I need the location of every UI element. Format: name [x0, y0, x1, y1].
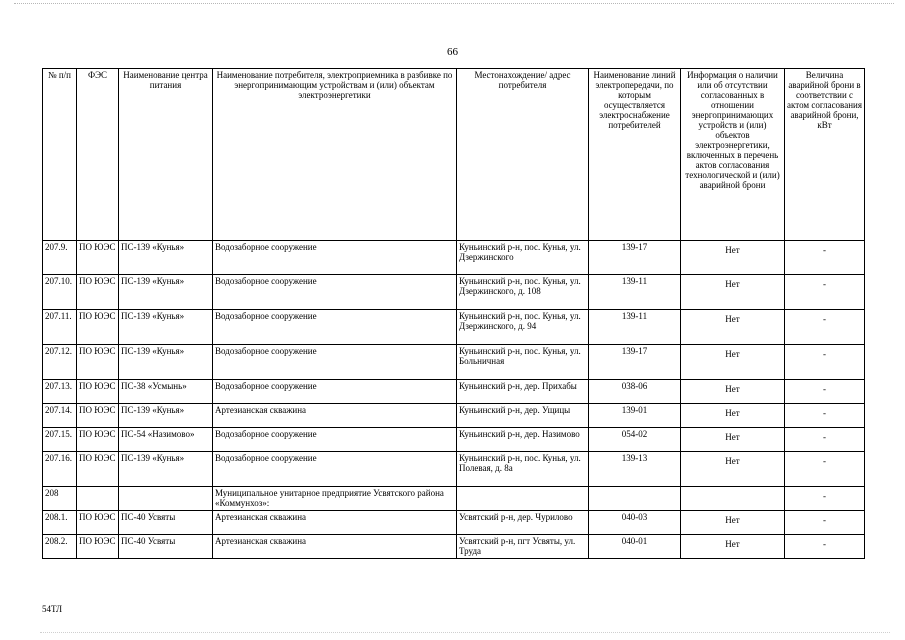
table-body: [43, 241, 865, 559]
row-number: 208.2.: [43, 535, 77, 559]
table-row: [43, 511, 865, 535]
row-line: 040-01: [589, 535, 681, 559]
row-fes: ПО ЮЭС: [77, 428, 119, 452]
table-row: [43, 535, 865, 559]
row-info: Нет: [681, 310, 785, 345]
row-consumer: Водозаборное сооружение: [213, 241, 457, 275]
row-center: ПС-38 «Усмынь»: [119, 380, 213, 404]
header-address: Местонахождение/ адрес потребителя: [457, 69, 589, 241]
row-address: Куньинский р-н, пос. Кунья, ул. Дзержинского, д. 108: [457, 275, 589, 310]
row-center: ПС-139 «Кунья»: [119, 310, 213, 345]
row-fes: ПО ЮЭС: [77, 380, 119, 404]
row-address: Куньинский р-н, пос. Кунья, ул. Дзержинского: [457, 241, 589, 275]
header-fes: ФЭС: [77, 69, 119, 241]
table-row: [43, 452, 865, 487]
row-center: ПС-139 «Кунья»: [119, 275, 213, 310]
row-value: -: [785, 380, 865, 404]
row-value: -: [785, 428, 865, 452]
row-line: 139-11: [589, 310, 681, 345]
row-info: [681, 487, 785, 511]
row-consumer: Водозаборное сооружение: [213, 380, 457, 404]
row-line: 040-03: [589, 511, 681, 535]
table-row: [43, 310, 865, 345]
row-value: -: [785, 511, 865, 535]
header-center: Наименование центра питания: [119, 69, 213, 241]
row-number: 207.13.: [43, 380, 77, 404]
table-row: [43, 487, 865, 511]
row-fes: ПО ЮЭС: [77, 345, 119, 380]
row-fes: ПО ЮЭС: [77, 310, 119, 345]
table-row: [43, 241, 865, 275]
row-fes: ПО ЮЭС: [77, 535, 119, 559]
row-number: 207.11.: [43, 310, 77, 345]
row-consumer: Артезианская скважина: [213, 404, 457, 428]
row-address: Усвятский р-н, пгт Усвяты, ул. Труда: [457, 535, 589, 559]
header-consumer: Наименование потребителя, электроприемника в разбивке по энергопринимающим устройствам и (или) объектам электроэнергетики: [213, 69, 457, 241]
table-row: [43, 404, 865, 428]
row-info: Нет: [681, 428, 785, 452]
page-number: 66: [447, 46, 458, 58]
row-center: [119, 487, 213, 511]
row-value: -: [785, 452, 865, 487]
row-info: Нет: [681, 380, 785, 404]
row-value: -: [785, 345, 865, 380]
row-address: [457, 487, 589, 511]
row-line: 139-17: [589, 241, 681, 275]
row-center: ПС-139 «Кунья»: [119, 345, 213, 380]
row-consumer: Водозаборное сооружение: [213, 345, 457, 380]
row-value: -: [785, 241, 865, 275]
row-center: ПС-40 Усвяты: [119, 511, 213, 535]
row-consumer: Муниципальное унитарное предприятие Усвятского района «Коммунхоз»:: [213, 487, 457, 511]
row-info: Нет: [681, 275, 785, 310]
row-number: 208: [43, 487, 77, 511]
header-line: Наименование линий электропередачи, по которым осуществляется электроснабжение потребителей: [589, 69, 681, 241]
row-fes: [77, 487, 119, 511]
row-value: -: [785, 404, 865, 428]
row-line: 139-17: [589, 345, 681, 380]
row-line: 139-13: [589, 452, 681, 487]
row-info: Нет: [681, 241, 785, 275]
row-fes: ПО ЮЭС: [77, 241, 119, 275]
row-value: -: [785, 487, 865, 511]
row-address: Куньинский р-н, дер. Ущицы: [457, 404, 589, 428]
row-number: 207.9.: [43, 241, 77, 275]
row-number: 207.10.: [43, 275, 77, 310]
row-info: Нет: [681, 511, 785, 535]
row-address: Куньинский р-н, пос. Кунья, ул. Полевая, д. 8а: [457, 452, 589, 487]
consumer-table: [42, 68, 865, 559]
row-center: ПС-139 «Кунья»: [119, 452, 213, 487]
row-center: ПС-54 «Назимово»: [119, 428, 213, 452]
row-consumer: Артезианская скважина: [213, 511, 457, 535]
row-center: ПС-139 «Кунья»: [119, 241, 213, 275]
row-line: [589, 487, 681, 511]
row-consumer: Водозаборное сооружение: [213, 310, 457, 345]
row-fes: ПО ЮЭС: [77, 511, 119, 535]
document-code: 54ТЛ: [42, 604, 63, 614]
row-value: -: [785, 535, 865, 559]
row-number: 207.14.: [43, 404, 77, 428]
row-consumer: Водозаборное сооружение: [213, 275, 457, 310]
header-num: № п/п: [43, 69, 77, 241]
row-address: Куньинский р-н, пос. Кунья, ул. Больничная: [457, 345, 589, 380]
row-fes: ПО ЮЭС: [77, 452, 119, 487]
row-address: Куньинский р-н, дер. Прихабы: [457, 380, 589, 404]
row-number: 207.12.: [43, 345, 77, 380]
table-row: [43, 345, 865, 380]
row-line: 038-06: [589, 380, 681, 404]
row-address: Куньинский р-н, дер. Назимово: [457, 428, 589, 452]
row-center: ПС-40 Усвяты: [119, 535, 213, 559]
table-row: [43, 275, 865, 310]
table-row: [43, 380, 865, 404]
row-info: Нет: [681, 345, 785, 380]
scan-edge-top: [14, 3, 894, 8]
row-consumer: Водозаборное сооружение: [213, 428, 457, 452]
row-fes: ПО ЮЭС: [77, 275, 119, 310]
row-number: 208.1.: [43, 511, 77, 535]
row-address: Усвятский р-н, дер. Чурилово: [457, 511, 589, 535]
row-consumer: Водозаборное сооружение: [213, 452, 457, 487]
row-value: -: [785, 275, 865, 310]
row-line: 139-01: [589, 404, 681, 428]
row-address: Куньинский р-н, пос. Кунья, ул. Дзержинского, д. 94: [457, 310, 589, 345]
table-row: [43, 428, 865, 452]
header-info: Информация о наличии или об отсутствии согласованных в отношении энергопринимающих устройств и (или) объектов электроэнергетики, включенных в перечень актов согласования технологической и (или) аварийной брони: [681, 69, 785, 241]
row-line: 139-11: [589, 275, 681, 310]
row-number: 207.15.: [43, 428, 77, 452]
row-info: Нет: [681, 452, 785, 487]
row-consumer: Артезианская скважина: [213, 535, 457, 559]
row-fes: ПО ЮЭС: [77, 404, 119, 428]
row-value: -: [785, 310, 865, 345]
header-value: Величина аварийной брони в соответствии с актом согласования аварийной брони, кВт: [785, 69, 865, 241]
row-info: Нет: [681, 535, 785, 559]
row-info: Нет: [681, 404, 785, 428]
row-center: ПС-139 «Кунья»: [119, 404, 213, 428]
table-header-row: [43, 69, 865, 241]
row-line: 054-02: [589, 428, 681, 452]
scan-edge-bottom: [40, 632, 890, 636]
row-number: 207.16.: [43, 452, 77, 487]
